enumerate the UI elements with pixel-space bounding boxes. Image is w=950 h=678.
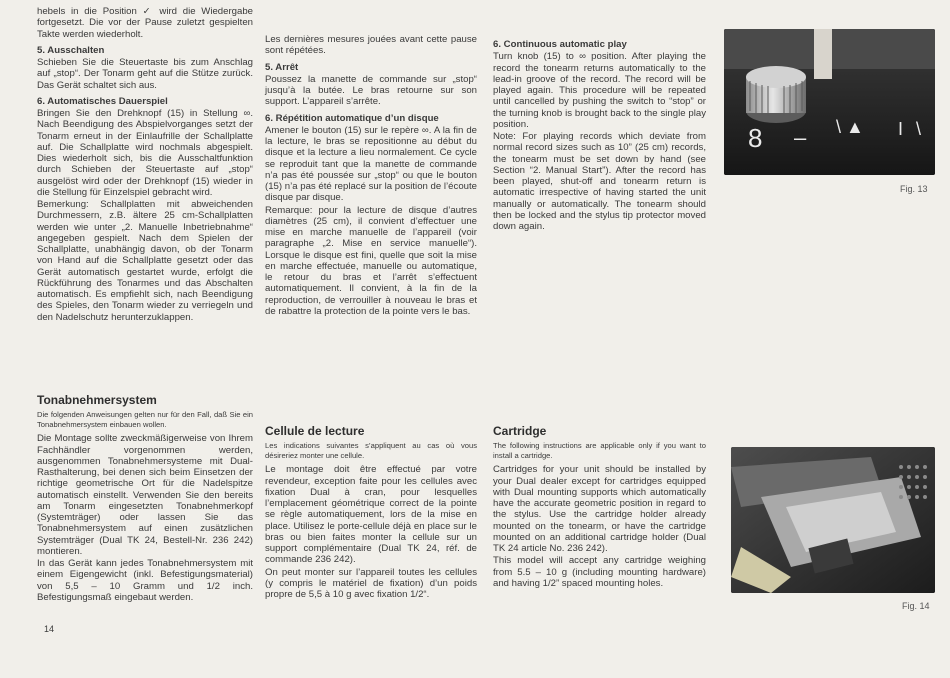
- svg-text:I: I: [898, 119, 904, 139]
- cartridge-illustration: [731, 447, 935, 593]
- french-column: [265, 34, 477, 318]
- fr-note: Les indications suivantes s’appliquent au cas où vous désireriez monter une cellule.: [265, 441, 477, 460]
- en-section-title: Cartridge: [493, 424, 547, 438]
- de-paragraph-5: Schieben Sie die Steuertaste bis zum Anschlag auf „stop“. Der Tonarm geht auf die Stütze zurück. Das Gerät schaltet sich aus.: [37, 57, 253, 91]
- svg-text:▲: ▲: [846, 117, 864, 137]
- en-weight: This model will accept any cartridge weighing from 5.5 – 10 g (including mounting hardware) and having 1/2” spaced mounting holes.: [493, 555, 706, 589]
- fr-weight: On peut monter sur l’appareil toutes les cellules (y compris le matériel de fixation) d’un poids propre de 5,5 à 10 g avec fixation 1/2“.: [265, 566, 477, 600]
- fr-section-title: Cellule de lecture: [265, 424, 365, 438]
- fr-mounting: Le montage doit être effectué par votre revendeur, exception faite pour les cellules avec fixation Dual à cran, pour lesquelles l’emplacement géométrique correct de la pointe se règle automatiquement, lors de la mise en place. Utilisez le porte-cellule déjà en place sur le bras ou bien faites monter la cellule sur un support complémentaire (Dual TK 24, réf. de commande 236 242).: [265, 464, 477, 566]
- svg-text:–: –: [794, 125, 807, 150]
- fr-paragraph-6: Amener le bouton (15) sur le repère ∞. A la fin de la lecture, le bras se repositionne au début du disque et la lecture a lieu normalement. Ce cycle se reproduit tant que la manette de commande n’a pas été poussée sur „stop“ ou que le bouton (15) n’a pas été replacé sur la position de l’écoute disque par disque.: [265, 124, 477, 204]
- de-paragraph-6: Bringen Sie den Drehknopf (15) in Stellung ∞. Nach Beendigung des Abspielvorganges setzt der Tonarm erneut in der Einlaufrille der Schallplatte auf. Die Schallplatte wird nochmals abgespielt. Dies wiederholt sich, bis die Ausschaltfunktion durch Schieben der Steuertaste auf „stop“ ausgelöst wird oder der Drehknopf (15) wieder in die Stellung für Einzelspiel gebracht wird.: [37, 108, 253, 198]
- english-column: [493, 34, 706, 233]
- figure-14-caption: Fig. 14: [902, 601, 930, 611]
- svg-text:8: 8: [748, 123, 763, 153]
- figure-13-caption: Fig. 13: [900, 184, 928, 194]
- de-note: Die folgenden Anweisungen gelten nur für den Fall, daß Sie ein Tonabnehmersystem einbauen wollen.: [37, 410, 253, 429]
- en-heading-6: 6. Continuous automatic play: [493, 39, 627, 50]
- de-remark: Bemerkung: Schallplatten mit abweichenden Durchmessern, z.B. ältere 25 cm-Schallplatten werden wie unter „2. Manuelle Inbetriebnahme“ angegeben gespielt. Nach dem Spielen der Schallplatte, unabhängig davon, ob der Tonarm von Hand auf die Schallplatte gesetzt oder das Gerät automatisch gestartet wurde, erfolgt die Rückführung des Tonarmes und das Abschalten automatisch. Es empfiehlt sich, nach Beendigung des Spieles, den Tonarm wieder zu verriegeln und den Nadelschutz herunterzuklappen.: [37, 199, 253, 323]
- en-paragraph-6: Turn knob (15) to ∞ position. After playing the record the tonearm returns automatically to the lead-in groove of the record. The record will be played again. This procedure will be repeated until cancelled by pushing the switch to “stop” or the turning knob is brought back to the single play position.: [493, 51, 706, 130]
- svg-text:\: \: [916, 119, 922, 139]
- fr-heading-6: 6. Répétition automatique d’un disque: [265, 112, 439, 124]
- german-cartridge-section: [37, 395, 253, 604]
- figure-13-knob-photo: [724, 29, 935, 175]
- de-intro: hebels in die Position ✓ wird die Wiedergabe fortgesetzt. Die vor der Pause zuletzt gespielten Takte werden wiederholt.: [37, 6, 253, 40]
- fr-heading-5: 5. Arrêt: [265, 61, 299, 73]
- de-heading-5: 5. Ausschalten: [37, 44, 105, 56]
- en-note: The following instructions are applicable only if you want to install a cartridge.: [493, 441, 706, 460]
- fr-remark: Remarque: pour la lecture de disque d’autres diamètres (25 cm), il convient d’effectuer une mise en marche manuelle de l’appareil (voir paragraphe „2. Mise en service manuelle“). Lorsque le disque est fini, quelle que soit la mise en marche effectuée, manuelle ou automatique, le retour du bras et l’arrêt s’effectuent automatiquement. Il convient, à la fin de la reproduction, de verrouiller à nouveau le bras et de rabattre la protection de la pointe vers le bas.: [265, 204, 477, 317]
- knob-illustration: [724, 29, 935, 175]
- de-heading-6: 6. Automatisches Dauerspiel: [37, 95, 168, 107]
- svg-text:\: \: [836, 117, 842, 137]
- german-column: [37, 6, 253, 324]
- fr-intro: Les dernières mesures jouées avant cette pause sont répétées.: [265, 34, 477, 57]
- de-section-title: Tonabnehmersystem: [37, 393, 157, 407]
- english-cartridge-section: [493, 426, 706, 590]
- en-mounting: Cartridges for your unit should be installed by your Dual dealer except for cartridges equipped with Dual mounting supports which automatically have the accurate geometric position in regard to the stylus. Use the cartridge holder already mounted on the tonearm, or have the cartridge mounted on an additional cartridge holder (Dual TK 24 article No. 236 242).: [493, 464, 706, 554]
- de-weight: In das Gerät kann jedes Tonabnehmersystem mit einem Eigengewicht (inkl. Befestigungsmaterial) von 5,5 – 10 Gramm und 1/2 inch. Befestigungsmaß eingebaut werden.: [37, 558, 253, 603]
- figure-14-cartridge-photo: [731, 447, 935, 593]
- en-note-paragraph: Note: For playing records which deviate from normal record sizes such as 10” (25 cm) records, the tonearm must be set down by hand (see Section “2. Manual Start”). After the record has been played, shut-off and tonearm return is automatic irrespective of having started the unit manually or automatically. The tonearm should then be locked and the stylus tip protector moved down again.: [493, 131, 706, 232]
- page-number: 14: [44, 624, 55, 634]
- fr-paragraph-5: Poussez la manette de commande sur „stop“ jusqu’à la butée. Le bras retourne sur son support. L’appareil s’arrête.: [265, 73, 477, 108]
- de-mounting: Die Montage sollte zweckmäßigerweise von Ihrem Fachhändler vorgenommen werden, ausgenommen Tonabnehmersysteme mit Dual-Rasthalterung, bei denen sich beim Einsetzen der richtige geometrische Ort für die Nadelspitze automatisch einstellt. Verwenden Sie den bereits am Tonarm eingesetzten Tonabnehmerkopf (Systemträger) oder lassen Sie das Tonabnehmersystem auf einen zusätzlichen Systemträger (Dual TK 24, Bestell-Nr. 236 242) montieren.: [37, 433, 253, 557]
- french-cartridge-section: [265, 426, 477, 601]
